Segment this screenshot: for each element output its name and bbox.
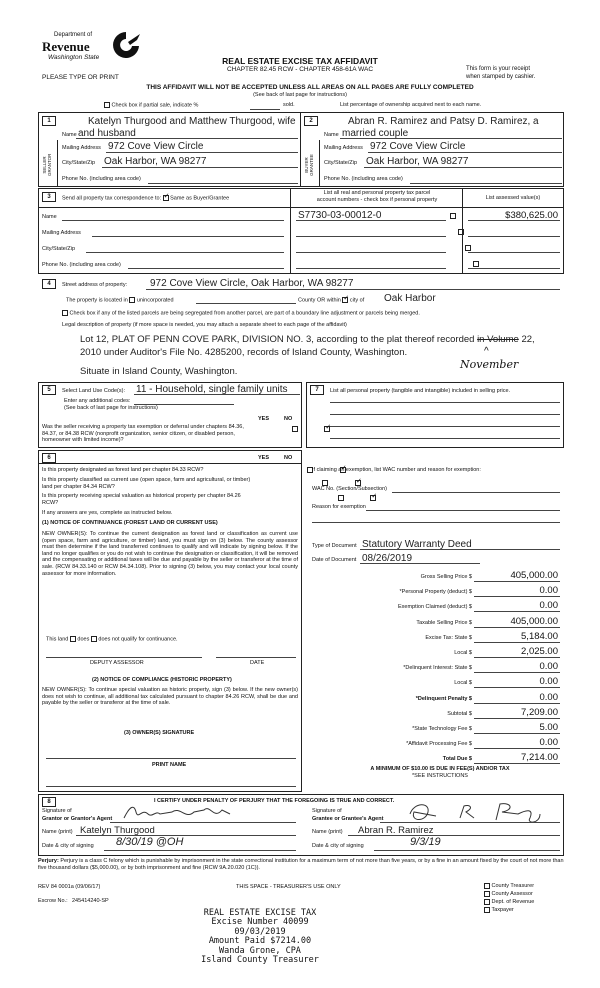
parcel-header-line2: account numbers - check box if personal property [316,197,438,203]
grantor-date[interactable]: 8/30/19 @OH [116,836,184,848]
rev-number: REV 84 0001a (09/06/17) [38,884,101,890]
fee-value[interactable]: 405,000.00 [510,570,558,581]
copy-county-assessor-checkbox[interactable] [484,891,490,897]
insert-november: November [460,358,519,371]
property-street[interactable]: 972 Cove View Circle, Oak Harbor, WA 98277 [150,278,354,289]
fee-label: Gross Selling Price $ [420,574,472,580]
escrow-number: 245414240-SP [72,898,109,904]
deputy-date-label: DATE [250,660,265,666]
dor-logo [38,30,148,72]
notice-compliance-text: NEW OWNER(S): To continue special valuation as historic property, sign (3) below. If the new owner(s) does not wish to continue, all additional tax calculated pursuant to chapter 84.26 RCW, shall be due and payable by the seller or transferor at the time of sale. [42,687,298,707]
fee-value[interactable]: 7,209.00 [521,706,558,718]
see-instructions: *SEE INSTRUCTIONS [412,773,468,779]
fee-row [312,677,560,689]
buyer-city[interactable]: Oak Harbor, WA 98277 [366,156,469,167]
notice-continuance-title: (1) NOTICE OF CONTINUANCE (FOREST LAND OR CURRENT USE) [42,520,218,526]
seller-mailing-label: Mailing Address [62,145,101,151]
grantee-sig-label1: Signature of [312,808,342,814]
sec6-no: NO [284,455,293,461]
fee-label: *State Technology Fee $ [412,726,472,732]
seller-city-label: City/State/Zip [62,160,96,166]
insert-caret: ^ [484,346,489,357]
sec5-no: NO [284,416,293,422]
land-use-see-back: (See back of last page for instructions) [64,405,158,411]
send-to-label: Send all property tax correspondence to: ✓ Same as Buyer/Grantee [62,195,229,201]
fee-value[interactable]: 0.00 [539,585,558,597]
grantor-name-label: Name (print) [42,829,73,835]
historic-question: Is this property receiving special valuation as historical property per chapter 84.26 RCW? [42,493,241,506]
doc-type-label: Type of Document [312,543,357,549]
section-8-number: 8 [42,797,56,807]
partial-sale: Check box if partial sale, indicate % [104,102,198,108]
section-4-number: 4 [42,279,56,289]
certify-statement: I CERTIFY UNDER PENALTY OF PERJURY THAT THE FOREGOING IS TRUE AND CORRECT. [154,798,395,804]
buyer-name-line2[interactable]: married couple [342,128,409,139]
buyer-phone-label: Phone No. (including area code) [324,176,403,182]
sec5-yes: YES [258,416,270,422]
assessed-value[interactable]: $380,625.00 [505,210,558,221]
section-6-number: 6 [42,453,56,463]
notice-compliance-title: (2) NOTICE OF COMPLIANCE (HISTORIC PROPERTY) [92,677,232,683]
corr-phone-label: Phone No. (including area code) [42,262,121,268]
section-3-number: 3 [42,192,56,202]
receipt-line2: when stamped by cashier. [466,74,536,80]
form-title: REAL ESTATE EXCISE TAX AFFIDAVIT [222,56,378,66]
grantee-name-label: Name (print) [312,829,343,835]
dor-swoosh-icon [110,30,142,60]
continuance-qualify: This land does does not qualify for continuance. [46,636,178,643]
same-as-buyer-checkbox[interactable] [163,195,169,201]
fee-value[interactable]: 0.00 [539,661,558,673]
seller-name-label: Name [62,132,77,138]
treasurer-only: THIS SPACE - TREASURER'S USE ONLY [236,884,341,890]
form-chapter: CHAPTER 82.45 RCW - CHAPTER 458-61A WAC [226,66,374,73]
fee-value[interactable]: 0.00 [539,737,558,749]
forest-question: Is this property designated as forest land per chapter 84.33 RCW? [42,467,204,473]
seller-name-line1[interactable]: Katelyn Thurgood and Matthew Thurgood, wife [88,116,296,127]
buyer-city-label: City/State/Zip [324,160,358,166]
sold-label: sold. [283,102,295,108]
additional-codes: Enter any additional codes: [64,398,131,404]
parcel-2-personal-checkbox[interactable] [458,229,464,235]
historic-no-checkbox[interactable] [370,495,376,501]
street-label: Street address of property: [62,282,128,288]
fee-value[interactable]: 0.00 [539,600,558,612]
grantor-name[interactable]: Katelyn Thurgood [80,825,155,836]
if-yes-instructions: If any answers are yes, complete as instructed below. [42,510,173,516]
legal-line1[interactable]: Lot 12, PLAT OF PENN COVE PARK, DIVISION NO. 3, according to the plat thereof recorded in Volume 22, [80,334,535,345]
treasurer-stamp: REAL ESTATE EXCISE TAX Excise Number 40099 09/03/2019 Amount Paid $7214.00 Wanda Grone, CPA Island County Treasurer [201,908,319,966]
doc-type[interactable]: Statutory Warranty Deed [362,539,472,550]
fee-row [312,601,560,613]
fee-row [312,693,560,705]
fee-value[interactable]: 0.00 [539,676,558,688]
perjury-notice: Perjury: Perjury is a class C felony which is punishable by imprisonment in the state correctional institution for a maximum term of not more than five years, or by a fine in an amount fixed by the court of not more than five thousand dollars ($5,000.00), or by both imprisonment and fine (RCW 9A.20.020 (1C)). [38,858,564,871]
grantor-sig-label2: Grantor or Grantor's Agent [42,816,113,822]
buyer-mailing-label: Mailing Address [324,145,363,151]
assessed-header: List assessed value(s) [485,195,541,201]
does-qualify-checkbox[interactable] [70,636,76,642]
seller-city[interactable]: Oak Harbor, WA 98277 [104,156,207,167]
segregated-checkbox[interactable] [62,310,68,316]
seller-side-label: SELLER GRANTOR [42,153,52,176]
grantee-date-label: Date & city of signing [312,843,364,849]
section-7-number: 7 [310,385,324,395]
buyer-side-label: BUYER GRANTEE [304,154,314,176]
fee-value[interactable]: 5.00 [539,722,558,733]
doc-date-label: Date of Document [312,557,357,563]
legal-line2[interactable]: 2010 under Auditor's File No. 4285200, records of Island County, Washington. [80,347,408,358]
unincorporated-checkbox[interactable] [129,297,135,303]
legal-line3[interactable]: Situate in Island County, Washington. [80,366,238,377]
copy-dor-checkbox[interactable] [484,899,490,905]
sec5-yes-checkbox[interactable] [292,426,298,432]
legal-desc-label: Legal description of property (if more space is needed, you may attach a separate sheet to each page of the affidavit) [62,322,347,328]
owner-signature-label: (3) OWNER(S) SIGNATURE [124,730,195,736]
fee-label: Total Due $ [442,756,472,763]
does-not-qualify-checkbox[interactable] [91,636,97,642]
exemption-question: Was the seller receiving a property tax exemption or deferral under chapters 84.36, 84.37, or 84.38 RCW (nonprofit organization, senior citizen, or disabled person, homeowner with limited income)? [42,424,244,443]
partial-sale-checkbox[interactable] [104,102,110,108]
land-use-code[interactable]: 11 - Household, single family units [136,384,288,395]
fee-label: Excise Tax: State $ [425,634,472,641]
section-5-number: 5 [42,385,56,395]
sec6-yes: YES [258,455,270,461]
county-or-within: County OR within ✓ city of [298,297,364,303]
parcel-4-personal-checkbox[interactable] [473,261,479,267]
notice-continuance-text: NEW OWNER(S): To continue the current designation as forest land or classification as current use (open space, farm and agriculture, or timber) land, you must sign on (3) below. The county assessor must then determine if the land transferred continues to qualify and will indicate by signing below. If the land no longer qualifies or you do not wish to continue the designation or classification, it will be removed and the compensating or additional taxes will be due and payable by the seller or transferor at the time of sale. (RCW 84.33.140 or RCW 84.34.108). Prior to signing (3) below, you may contact your local county assessor for more information. [42,531,298,577]
fee-value[interactable]: 7,214.00 [521,752,558,764]
dept-line2: Revenue [42,39,90,54]
grantor-date-label: Date & city of signing [42,843,94,849]
escrow-label: Escrow No.: [38,898,68,904]
copy-taxpayer-checkbox[interactable] [484,907,490,913]
historic-yes-checkbox[interactable] [338,495,344,501]
receipt-line1: This form is your receipt [466,66,531,72]
buyer-mailing[interactable]: 972 Cove View Circle [370,141,466,152]
property-location: The property is located in unincorporated [66,297,174,304]
fee-label: *Delinquent Penalty $ [415,695,472,702]
parcel-1-personal-checkbox[interactable] [450,213,456,219]
copy-county-treasurer-checkbox[interactable] [484,883,490,889]
fee-row [312,753,560,765]
buyer-name-label: Name [324,132,339,138]
fee-row [312,647,560,659]
fee-row [312,617,560,629]
exemption-claim-label: If claiming an exemption, list WAC number and reason for exemption: [312,467,481,473]
seller-mailing[interactable]: 972 Cove View Circle [108,141,204,152]
land-use-label: Select Land Use Code(s): [62,388,125,394]
fee-label: Local $ [454,680,472,687]
fee-value[interactable]: 5,184.00 [521,630,558,642]
parcel-number[interactable]: S7730-03-00012-0 [298,210,382,221]
fee-row [312,632,560,644]
city-of-checkbox[interactable] [342,297,348,303]
list-percentage: List percentage of ownership acquired next to each name. [340,102,482,108]
segregated-note: Check box if any of the listed parcels are being segregated from another parcel, are part of a boundary line adjustment or parcels being merged. [62,310,420,316]
grantee-name[interactable]: Abran R. Ramirez [358,825,434,836]
grantee-date[interactable]: 9/3/19 [410,836,441,848]
parcel-3-personal-checkbox[interactable] [465,245,471,251]
fee-row [312,723,560,735]
grantor-sig-label1: Signature of [42,808,72,814]
corr-city-label: City/State/Zip [42,246,76,252]
see-back: (See back of last page for instructions) [253,92,347,98]
section-2-number: 2 [304,116,318,126]
parcel-header-line1: List all real and personal property tax parcel [323,190,431,196]
current-use-question: Is this property classified as current use (open space, farm and agricultural, or timber) land per chapter 84.34 RCW? [42,477,251,490]
property-city[interactable]: Oak Harbor [384,293,436,304]
fee-label: Taxable Selling Price $ [416,619,472,626]
fee-value[interactable]: 0.00 [539,691,558,703]
print-name-label: PRINT NAME [152,762,187,768]
fee-label: *Personal Property (deduct) $ [399,589,472,596]
corr-mailing-label: Mailing Address [42,230,81,236]
fee-label: *Delinquent Interest: State $ [403,665,472,672]
fee-label: Local $ [454,650,472,656]
grantee-sig-label2: Grantee or Grantee's Agent [312,816,384,822]
fee-label: Exemption Claimed (deduct) $ [398,604,472,611]
seller-name-line2[interactable]: and husband [78,128,136,139]
fee-row [312,708,560,720]
fee-row [312,738,560,750]
reason-label: Reason for exemption [312,504,366,510]
fee-row [312,662,560,674]
fee-row [312,586,560,598]
fee-row [312,571,560,583]
minimum-fee-note: A MINIMUM OF $10.00 IS DUE IN FEE(S) AND/OR TAX [370,766,510,772]
seller-phone-label: Phone No. (including area code) [62,176,141,182]
dept-line3: Washington State [48,54,100,61]
fee-value[interactable]: 405,000.00 [510,615,558,627]
fee-label: *Affidavit Processing Fee $ [406,741,472,748]
grantor-signature[interactable] [120,802,250,824]
warning-line: THIS AFFIDAVIT WILL NOT BE ACCEPTED UNLESS ALL AREAS ON ALL PAGES ARE FULLY COMPLETED [146,84,474,91]
wac-label: WAC No. (Section/Subsection) [312,486,387,492]
section-1-number: 1 [42,116,56,126]
dept-line1: Department of [54,32,93,38]
fee-value[interactable]: 2,025.00 [521,646,558,657]
doc-date[interactable]: 08/26/2019 [362,553,413,564]
corr-name-label: Name [42,214,57,220]
type-print: PLEASE TYPE OR PRINT [42,74,119,81]
fee-label: Subtotal $ [447,710,472,717]
deputy-assessor-label: DEPUTY ASSESSOR [90,660,144,666]
copy-list: County Treasurer County Assessor Dept. of Revenue Taxpayer [484,882,534,914]
buyer-name-line1[interactable]: Abran R. Ramirez and Patsy D. Ramirez, a [348,116,539,127]
personal-property-label: List all personal property (tangible and intangible) included in selling price. [330,388,511,394]
